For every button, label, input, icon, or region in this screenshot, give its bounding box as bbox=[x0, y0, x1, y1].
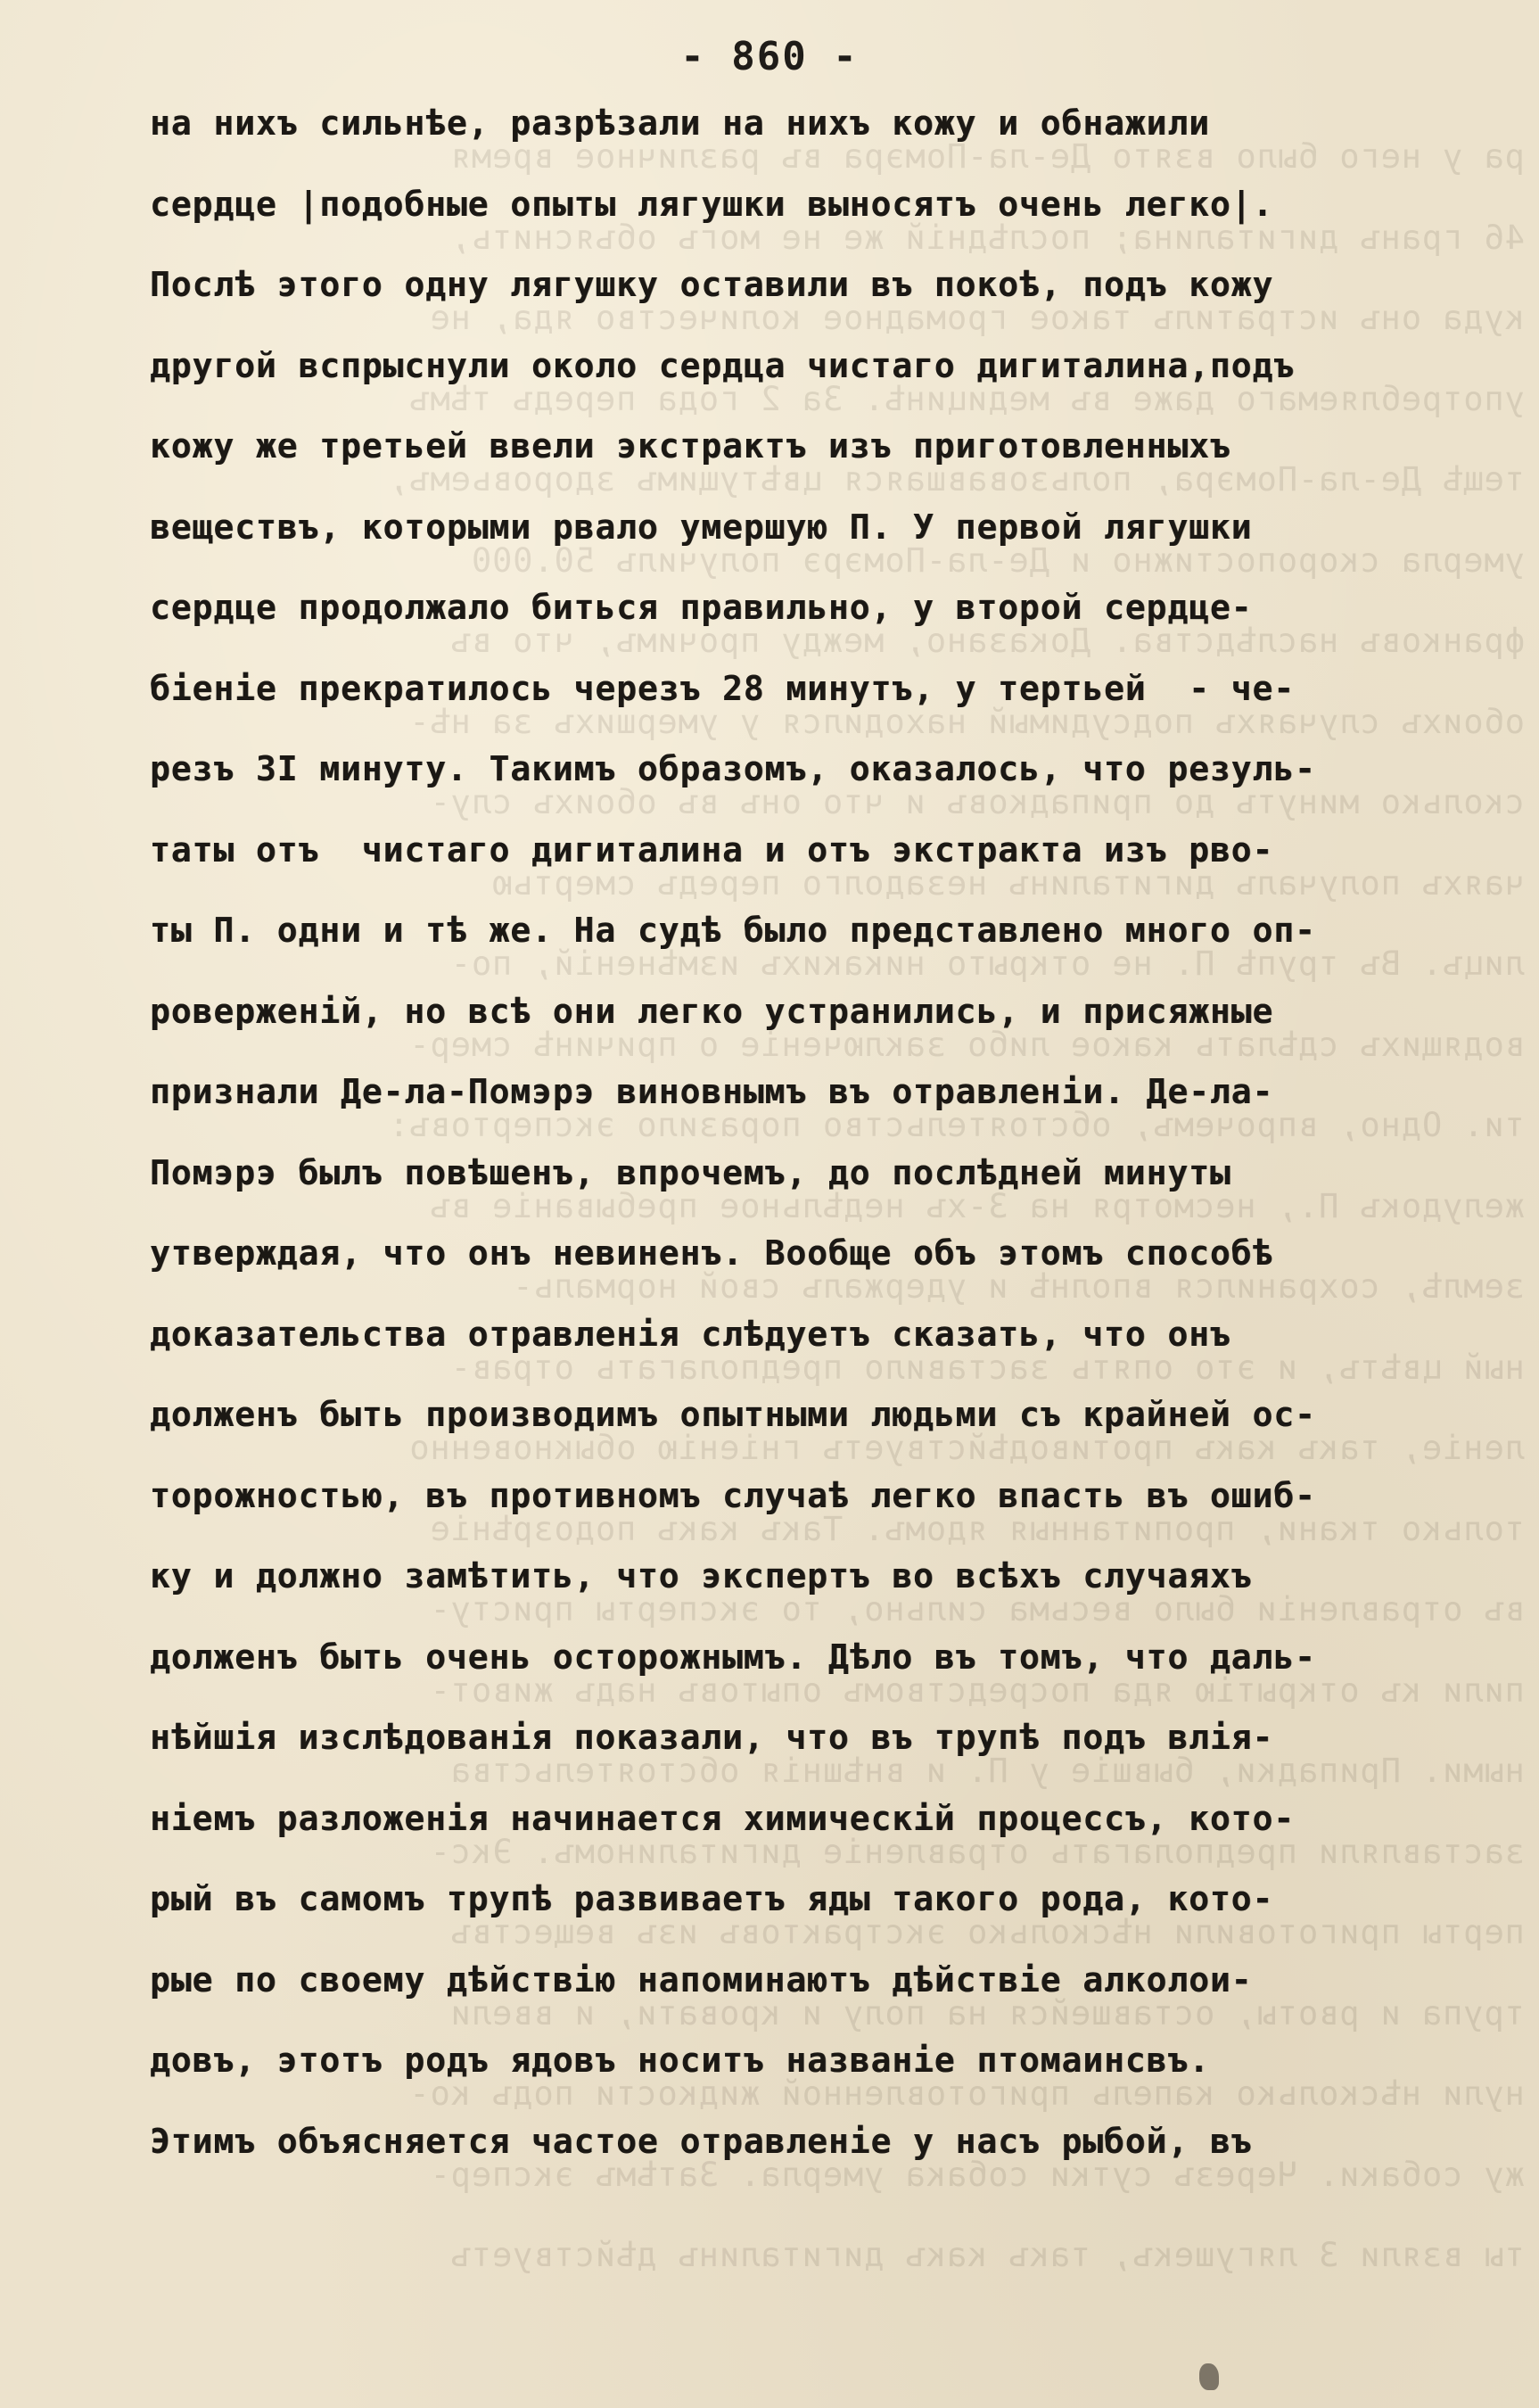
text-line: біеніе прекратилось черезъ 28 минутъ, у тертьей - че- bbox=[150, 668, 1296, 708]
text-line: таты отъ чистаго дигиталина и отъ экстракта изъ рво- bbox=[150, 829, 1274, 870]
bleed-through-text: ра у него было взято Де-ла-Помэра въ различное время 46 гранъ дигиталина; послѣдній же не могъ объяснить, куда онъ истратилъ такое громадное количество яда, не употребляемаго даже въ медицинѣ. За 2 года передъ тѣмъ тещѣ Де-ла-Помэра, пользовавшаяся цвѣтущимъ здоровьемъ, умерла скоропостижно и Де-ла-Помэрэ получилъ 50.000 франковъ наслѣдства. Доказано, между прочимъ, что въ обоихъ случаяхъ подсудимый находился у умершихъ за нѣ- сколько минутъ до припадковъ и что онъ въ обоихъ слу- чаяхъ получалъ дигиталинъ незадолго передъ смертью лицъ. Въ трупѣ П. не открыто никакихъ измѣненій, по- водящихъ сдѣлать какое либо заключеніе о причинѣ смер- ти. Одно, впрочемъ, обстоятельство поразило экспертовъ: желудокъ П., несмотря на 3-хъ недѣльное пребываніе въ землѣ, сохранился вполнѣ и удержалъ свой нормаль- ный цвѣтъ, и это опять заставило предполагать отрав- леніе, такъ какъ противодѣйствуетъ гніенію обыкновенно только ткани, пропитанныя ядомъ. Такъ какъ подозрѣніе въ отравленіи было весьма сильно, то эксперты присту- пили къ открытію яда посредствомъ опытовъ надъ живот- ными. Припадки, бывшіе у П. и внѣшнія обстоятельства заставляли предполагать отравленіе дигиталиномъ. Экс- перты приготовили нѣсколько экстрактовъ изъ веществъ трупа и рвоты, оставшейся на полу и кровати, и ввели нули нѣсколько капель приготовленной жидкости подъ ко- жу собаки. Черезъ сутки собака умерла. Затѣмъ экспер- ты взяли 3 лягушекъ, такъ какъ дигиталинъ дѣйствуетъ bbox=[388, 137, 1525, 2274]
text-line: на нихъ сильнѣе, разрѣзали на нихъ кожу и обнажили bbox=[150, 103, 1210, 143]
text-line: рый въ самомъ трупѣ развиваетъ яды такого рода, кото- bbox=[150, 1879, 1274, 1918]
text-line: веществъ, которыми рвало умершую П. У первой лягушки bbox=[150, 507, 1253, 547]
text-line: Этимъ объясняется частое отравленіе у насъ рыбой, въ bbox=[150, 2121, 1253, 2161]
text-line: рые по своему дѣйствію напоминаютъ дѣйствіе алколои- bbox=[150, 1959, 1253, 2000]
text-line: Помэрэ былъ повѣшенъ, впрочемъ, до послѣдней минуты bbox=[150, 1152, 1231, 1192]
text-line: кожу же третьей ввели экстрактъ изъ приготовленныхъ bbox=[150, 426, 1231, 466]
text-line: сердце |подобные опыты лягушки выносятъ очень легко|. bbox=[150, 184, 1274, 224]
text-line: другой вспрыснули около сердца чистаго дигиталина,подъ bbox=[150, 345, 1296, 385]
ink-smudge bbox=[1199, 2363, 1219, 2390]
text-line: резъ 3I минуту. Такимъ образомъ, оказалось, что резуль- bbox=[150, 749, 1316, 788]
text-line: торожностью, въ противномъ случаѣ легко впасть въ ошиб- bbox=[150, 1475, 1316, 1515]
page-number: - 860 - bbox=[680, 34, 859, 79]
text-line: довъ, этотъ родъ ядовъ носитъ названіе птомаинсвъ. bbox=[150, 2041, 1210, 2080]
text-line: долженъ быть очень осторожнымъ. Дѣло въ томъ, что даль- bbox=[150, 1637, 1316, 1677]
text-line: Послѣ этого одну лягушку оставили въ покоѣ, подъ кожу bbox=[150, 265, 1274, 304]
text-line: ніемъ разложенія начинается химическій процессъ, кото- bbox=[150, 1798, 1296, 1838]
text-line: долженъ быть производимъ опытными людьми съ крайней ос- bbox=[150, 1395, 1316, 1434]
text-line: ку и должно замѣтить, что экспертъ во всѣхъ случаяхъ bbox=[150, 1556, 1253, 1596]
text-line: признали Де-ла-Помэрэ виновнымъ въ отравленіи. Де-ла- bbox=[150, 1072, 1274, 1111]
body-text bbox=[150, 96, 1487, 2195]
text-line: роверженій, но всѣ они легко устранились, и присяжные bbox=[150, 991, 1274, 1031]
text-line: нѣйшія изслѣдованія показали, что въ трупѣ подъ влія- bbox=[150, 1718, 1274, 1757]
text-line: доказательства отравленія слѣдуетъ сказать, что онъ bbox=[150, 1314, 1231, 1354]
text-line: утверждая, что онъ невиненъ. Вообще объ этомъ способѣ bbox=[150, 1233, 1274, 1273]
text-line: сердце продолжало биться правильно, у второй сердце- bbox=[150, 588, 1253, 627]
text-line: ты П. одни и тѣ же. На судѣ было представлено много оп- bbox=[150, 911, 1316, 950]
